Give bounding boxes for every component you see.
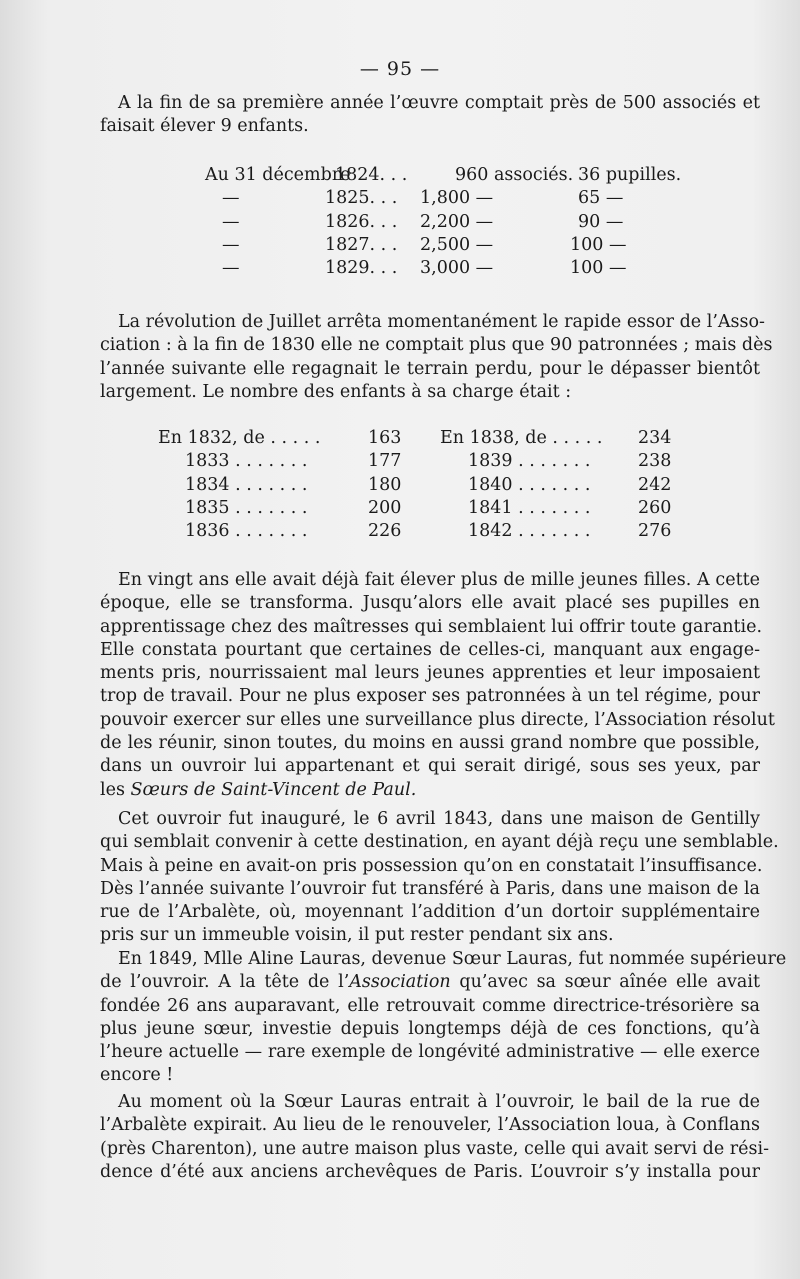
text-line: fondée 26 ans auparavant, elle retrouvait comme directrice-trésorière sa <box>100 995 760 1016</box>
row-prefix: Au 31 décembre <box>205 165 351 185</box>
left-value: 177 <box>368 451 402 472</box>
vingt-ans-paragraph <box>100 569 775 802</box>
associates-table <box>100 165 760 281</box>
revolution-paragraph <box>100 311 773 404</box>
text-line: pris sur un immeuble voisin, il put rester pendant six ans. <box>100 925 614 946</box>
text-line: (près Charenton), une autre maison plus vaste, celle qui avait servi de rési- <box>100 1138 769 1159</box>
text-line: ciation : à la fin de 1830 elle ne comptait plus que 90 patronnées ; mais dès <box>100 335 773 356</box>
text-line: plus jeune sœur, investie depuis longtemps déjà de ces fonctions, qu’à <box>100 1018 760 1039</box>
moment-paragraph <box>100 1091 769 1184</box>
text-line: apprentissage chez des maîtresses qui semblaient lui offrir toute garantie. <box>100 616 763 637</box>
row-year: 1827. . . <box>325 234 398 255</box>
row-associates: 3,000 — <box>420 258 494 279</box>
left-value: 200 <box>368 497 402 518</box>
right-year: 1841 . . . . . . . <box>468 497 591 518</box>
lauras-paragraph <box>100 948 787 1088</box>
text-line: trop de travail. Pour ne plus exposer ses patronnées à un tel régime, pour <box>100 686 760 707</box>
text-line: l’année suivante elle regagnait le terrain perdu, pour le dépasser bientôt <box>100 358 760 379</box>
text-line: La révolution de Juillet arrêta momentanément le rapide essor de l’Asso- <box>118 312 765 332</box>
text-line: l’Arbalète expirait. Au lieu de le renouveler, l’Association loua, à Conflans <box>100 1115 760 1136</box>
table-row <box>100 258 760 281</box>
left-year: 1836 . . . . . . . <box>185 521 308 542</box>
text-fragment: qu’avec sa sœur aînée elle avait <box>450 972 760 993</box>
right-value: 242 <box>638 474 672 495</box>
text-line: de les réunir, sinon toutes, du moins en aussi grand nombre que possible, <box>100 733 760 754</box>
right-value: 234 <box>638 428 672 448</box>
text-line: dans un ouvroir lui appartenant et qui serait dirigé, sous ses yeux, par <box>100 756 760 777</box>
text-line <box>100 779 760 802</box>
row-associates: 1,800 — <box>420 188 494 209</box>
text-line: l’heure actuelle — rare exemple de longévité administrative — elle exerce <box>100 1042 760 1063</box>
right-year: En 1838, de . . . . . <box>440 428 603 448</box>
italic-text: Association <box>349 972 451 993</box>
text-line <box>100 971 760 994</box>
page-number: — 95 — <box>359 58 441 80</box>
row-prefix: — <box>222 258 240 279</box>
text-line: qui semblait convenir à cette destination, en ayant déjà reçu une semblable. <box>100 832 779 853</box>
text-line: largement. Le nombre des enfants à sa charge était : <box>100 381 572 402</box>
text-line: Mais à peine en avait-on pris possession qu’on en constatait l’insuffisance. <box>100 855 763 876</box>
text-line: ments pris, nourrissaient mal leurs jeunes apprenties et leur imposaient <box>100 663 760 684</box>
left-year: En 1832, de . . . . . <box>158 428 321 448</box>
ouvroir-paragraph <box>100 808 779 948</box>
table-row <box>100 212 760 235</box>
row-year: 1825. . . <box>325 188 398 209</box>
text-line: Au moment où la Sœur Lauras entrait à l’ouvroir, le bail de la rue de <box>118 1092 760 1112</box>
left-value: 163 <box>368 428 402 448</box>
right-value: 238 <box>638 451 672 472</box>
row-pupils: 100 — <box>570 234 627 255</box>
table-row <box>100 235 760 258</box>
text-fragment: les <box>100 779 131 800</box>
row-pupils: 100 — <box>570 258 627 279</box>
text-line: dence d’été aux anciens archevêques de Paris. L’ouvroir s’y installa pour <box>100 1161 760 1182</box>
text-line: Cet ouvroir fut inauguré, le 6 avril 1843, dans une maison de Gentilly <box>118 809 760 829</box>
row-pupils: 90 — <box>578 211 624 232</box>
table-row <box>100 498 760 521</box>
text-line: pouvoir exercer sur elles une surveillance plus directe, l’Association résolut <box>100 709 775 730</box>
text-line: En 1849, Mlle Aline Lauras, devenue Sœur Lauras, fut nommée supérieure <box>118 949 787 969</box>
text-fragment: de l’ouvroir. A la tête de l’ <box>100 972 350 993</box>
row-associates: 2,500 — <box>420 234 494 255</box>
intro-paragraph <box>100 92 760 139</box>
row-associates: 2,200 — <box>420 211 494 232</box>
text-line: Dès l’année suivante l’ouvroir fut transféré à Paris, dans une maison de la <box>100 878 760 899</box>
row-year: 1826. . . <box>325 211 398 232</box>
left-year: 1835 . . . . . . . <box>185 497 308 518</box>
right-year: 1842 . . . . . . . <box>468 521 591 542</box>
right-year: 1839 . . . . . . . <box>468 451 591 472</box>
row-year: 1824. . . <box>335 165 408 185</box>
text-line: faisait élever 9 enfants. <box>100 116 309 137</box>
text-line: A la fin de sa première année l’œuvre comptait près de 500 associés et <box>118 93 760 113</box>
table-row <box>100 428 760 451</box>
pupils-table <box>100 428 760 544</box>
text-line: Elle constata pourtant que certaines de celles-ci, manquant aux engage- <box>100 639 760 660</box>
text-line: En vingt ans elle avait déjà fait élever plus de mille jeunes filles. A cette <box>118 570 760 590</box>
row-year: 1829. . . <box>325 258 398 279</box>
text-line: époque, elle se transforma. Jusqu’alors elle avait placé ses pupilles en <box>100 593 760 614</box>
table-row <box>100 165 760 188</box>
right-year: 1840 . . . . . . . <box>468 474 591 495</box>
row-prefix: — <box>222 188 240 209</box>
text-line: rue de l’Arbalète, où, moyennant l’addition d’un dortoir supplémentaire <box>100 902 760 923</box>
left-value: 180 <box>368 474 402 495</box>
table-row <box>100 188 760 211</box>
italic-text: Sœurs de Saint-Vincent de Paul. <box>130 779 417 800</box>
row-prefix: — <box>222 211 240 232</box>
table-row <box>100 521 760 544</box>
table-row <box>100 451 760 474</box>
right-value: 276 <box>638 521 672 542</box>
left-year: 1833 . . . . . . . <box>185 451 308 472</box>
row-prefix: — <box>222 234 240 255</box>
row-pupils: 65 — <box>578 188 624 209</box>
left-year: 1834 . . . . . . . <box>185 474 308 495</box>
right-value: 260 <box>638 497 672 518</box>
table-row <box>100 475 760 498</box>
row-pupils: 36 pupilles. <box>578 165 682 185</box>
left-value: 226 <box>368 521 402 542</box>
text-line: encore ! <box>100 1065 174 1086</box>
row-associates: 960 associés. <box>455 165 574 185</box>
